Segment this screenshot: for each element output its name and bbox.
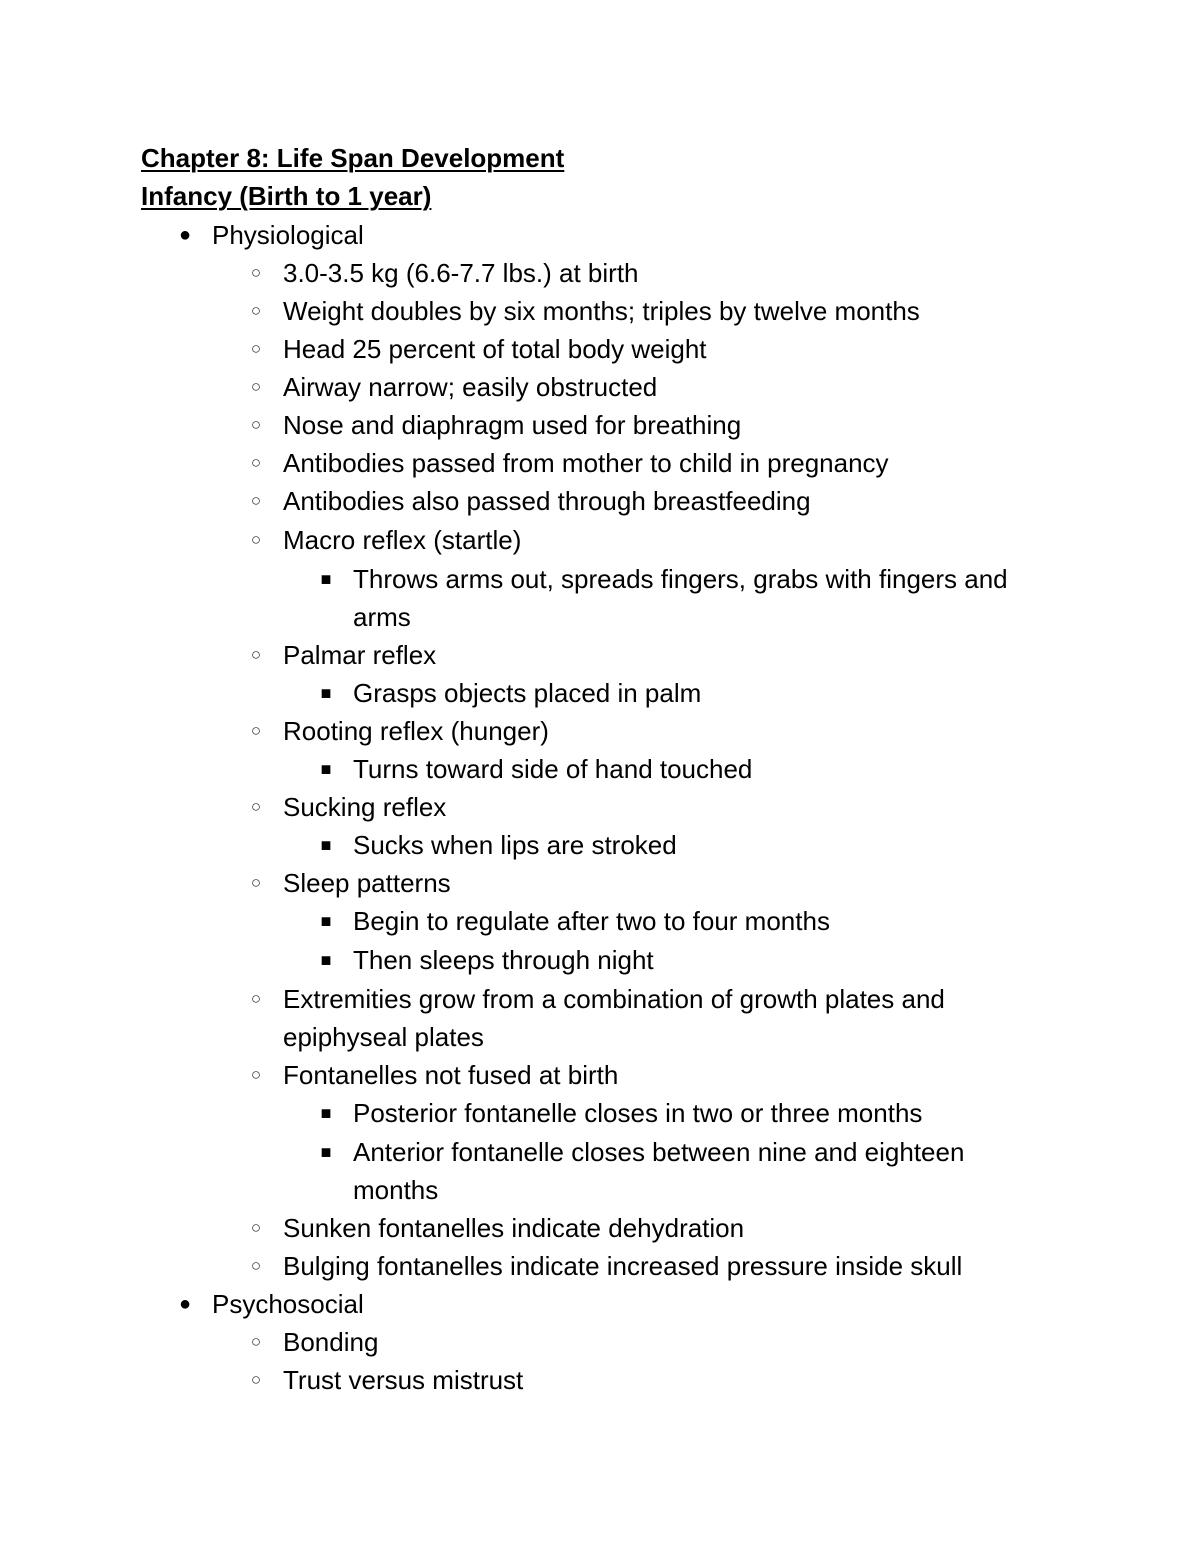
bullet-square-icon: ■ bbox=[320, 1103, 332, 1123]
list-subitem-continuation: months bbox=[353, 1175, 439, 1205]
list-subitem: Anterior fontanelle closes between nine and eighteen bbox=[353, 1137, 965, 1167]
list-item: Weight doubles by six months; triples by twelve months bbox=[283, 296, 920, 326]
list-item-physiological: Physiological bbox=[212, 220, 364, 250]
list-item: Palmar reflex bbox=[283, 640, 437, 670]
list-item: Bonding bbox=[283, 1327, 379, 1357]
list-item: Head 25 percent of total body weight bbox=[283, 334, 707, 364]
list-item: Sucking reflex bbox=[283, 792, 447, 822]
bullet-circle-icon: ○ bbox=[250, 491, 262, 510]
bullet-circle-icon: ○ bbox=[250, 453, 262, 472]
bullet-circle-icon: ○ bbox=[250, 415, 262, 434]
bullet-circle-icon: ○ bbox=[250, 721, 262, 740]
list-item: Macro reflex (startle) bbox=[283, 525, 522, 555]
bullet-square-icon: ■ bbox=[320, 683, 332, 703]
bullet-circle-icon: ○ bbox=[250, 873, 262, 892]
bullet-disc-icon: ● bbox=[178, 224, 192, 246]
bullet-square-icon: ■ bbox=[320, 1142, 332, 1162]
bullet-circle-icon: ○ bbox=[250, 1218, 262, 1237]
list-subitem: Posterior fontanelle closes in two or three months bbox=[353, 1098, 923, 1128]
list-item: Nose and diaphragm used for breathing bbox=[283, 410, 742, 440]
bullet-square-icon: ■ bbox=[320, 950, 332, 970]
list-item: Sleep patterns bbox=[283, 868, 451, 898]
bullet-disc-icon: ● bbox=[178, 1293, 192, 1315]
bullet-circle-icon: ○ bbox=[250, 1256, 262, 1275]
section-title: Infancy (Birth to 1 year) bbox=[141, 181, 432, 211]
bullet-circle-icon: ○ bbox=[250, 301, 262, 320]
bullet-circle-icon: ○ bbox=[250, 530, 262, 549]
bullet-square-icon: ■ bbox=[320, 569, 332, 589]
list-item-continuation: epiphyseal plates bbox=[283, 1022, 484, 1052]
list-item: Sunken fontanelles indicate dehydration bbox=[283, 1213, 745, 1243]
bullet-circle-icon: ○ bbox=[250, 339, 262, 358]
list-item: Trust versus mistrust bbox=[283, 1365, 524, 1395]
list-item: Extremities grow from a combination of growth plates and bbox=[283, 984, 945, 1014]
list-item: Bulging fontanelles indicate increased pressure inside skull bbox=[283, 1251, 963, 1281]
list-item: Antibodies also passed through breastfeeding bbox=[283, 486, 811, 516]
bullet-circle-icon: ○ bbox=[250, 1332, 262, 1351]
chapter-title: Chapter 8: Life Span Development bbox=[141, 143, 565, 173]
bullet-square-icon: ■ bbox=[320, 759, 332, 779]
list-item: 3.0-3.5 kg (6.6-7.7 lbs.) at birth bbox=[283, 258, 639, 288]
bullet-circle-icon: ○ bbox=[250, 1370, 262, 1389]
list-item: Antibodies passed from mother to child in pregnancy bbox=[283, 448, 889, 478]
list-subitem: Grasps objects placed in palm bbox=[353, 678, 702, 708]
list-item: Fontanelles not fused at birth bbox=[283, 1060, 619, 1090]
bullet-square-icon: ■ bbox=[320, 835, 332, 855]
list-subitem: Throws arms out, spreads fingers, grabs with fingers and bbox=[353, 564, 1008, 594]
list-item: Airway narrow; easily obstructed bbox=[283, 372, 658, 402]
bullet-circle-icon: ○ bbox=[250, 263, 262, 282]
list-subitem-continuation: arms bbox=[353, 602, 411, 632]
list-item: Rooting reflex (hunger) bbox=[283, 716, 549, 746]
bullet-circle-icon: ○ bbox=[250, 797, 262, 816]
list-subitem: Sucks when lips are stroked bbox=[353, 830, 677, 860]
list-subitem: Then sleeps through night bbox=[353, 945, 654, 975]
bullet-circle-icon: ○ bbox=[250, 989, 262, 1008]
bullet-square-icon: ■ bbox=[320, 911, 332, 931]
bullet-circle-icon: ○ bbox=[250, 1065, 262, 1084]
bullet-circle-icon: ○ bbox=[250, 645, 262, 664]
list-item-psychosocial: Psychosocial bbox=[212, 1289, 364, 1319]
list-subitem: Turns toward side of hand touched bbox=[353, 754, 753, 784]
list-subitem: Begin to regulate after two to four months bbox=[353, 906, 830, 936]
bullet-circle-icon: ○ bbox=[250, 377, 262, 396]
